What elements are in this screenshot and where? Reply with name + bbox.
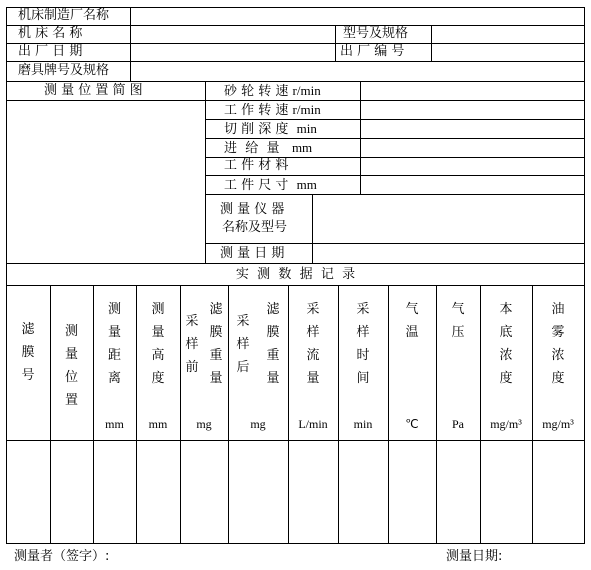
measurer-signature-label: 测量者（签字）: — [14, 549, 110, 564]
col-header-weight-before: 采 样 前 滤 膜 重 量 — [185, 302, 223, 386]
col-unit: mm — [148, 417, 168, 431]
col-header-flow: 采 样 流 量 — [306, 302, 320, 386]
col-header-filter-no: 滤 膜 号 — [21, 322, 35, 383]
col-unit: ℃ — [405, 417, 419, 431]
param-label: 砂 轮 转 速 r/min — [224, 83, 321, 99]
col-unit: L/min — [298, 417, 328, 431]
param-label: 进 给 量 mm — [224, 140, 313, 156]
record-title: 实 测 数 据 记 录 — [235, 267, 356, 282]
serial-no-label: 出 厂 编 号 — [340, 44, 405, 59]
col-unit: Pa — [452, 417, 464, 431]
param-field[interactable] — [361, 101, 584, 119]
model-spec-field[interactable] — [432, 26, 584, 43]
manufacturer-label: 机床制造厂名称 — [18, 8, 110, 23]
param-field[interactable] — [361, 139, 584, 157]
date-made-label: 出 厂 日 期 — [18, 44, 83, 59]
machine-name-label: 机 床 名 称 — [18, 26, 83, 41]
machine-name-field[interactable] — [131, 26, 335, 43]
col-unit: mg/m³ — [542, 417, 574, 431]
col-header-temperature: 气 温 — [405, 302, 419, 340]
param-label: 工 件 材 料 — [224, 158, 289, 173]
col-header-distance: 测 量 距 离 — [107, 302, 121, 386]
diagram-area[interactable] — [7, 101, 205, 263]
col-header-time: 采 样 时 间 — [356, 302, 370, 386]
date-made-field[interactable] — [131, 44, 335, 61]
param-label: 工 作 转 速 r/min — [224, 102, 321, 118]
serial-no-field[interactable] — [432, 44, 584, 61]
param-label: 切 削 深 度 min — [224, 121, 317, 137]
col-header-background: 本 底 浓 度 — [499, 302, 513, 386]
param-label: 工 件 尺 寸 mm — [224, 177, 317, 193]
col-unit: mg — [250, 417, 266, 431]
col-header-weight-after: 采 样 后 滤 膜 重 量 — [236, 302, 280, 386]
instrument-label-line1: 测 量 仪 器 — [220, 202, 285, 217]
footer-date-label: 测量日期: — [446, 549, 503, 564]
col-header-height: 测 量 高 度 — [151, 302, 165, 386]
instrument-label-line2: 名称及型号 — [222, 220, 288, 235]
manufacturer-field[interactable] — [131, 8, 584, 25]
col-header-oil-mist: 油 雾 浓 度 — [551, 302, 565, 386]
col-header-position: 测 量 位 置 — [64, 324, 78, 408]
col-unit: mm — [105, 417, 124, 431]
col-unit: min — [353, 417, 373, 431]
col-unit: mg — [196, 417, 212, 431]
param-field[interactable] — [361, 82, 584, 100]
data-entry-row[interactable] — [7, 441, 584, 543]
col-unit: mg/m³ — [490, 417, 522, 431]
col-header-pressure: 气 压 — [451, 302, 465, 340]
diagram-header: 测 量 位 置 简 图 — [44, 83, 143, 98]
param-field[interactable] — [361, 158, 584, 175]
measure-date-label: 测 量 日 期 — [220, 246, 285, 261]
abrasive-label: 磨具牌号及规格 — [18, 63, 110, 78]
model-spec-label: 型号及规格 — [343, 26, 409, 41]
param-field[interactable] — [361, 120, 584, 138]
abrasive-field[interactable] — [131, 62, 584, 81]
instrument-field[interactable] — [313, 195, 584, 243]
param-field[interactable] — [361, 176, 584, 194]
measure-date-field[interactable] — [313, 244, 584, 263]
